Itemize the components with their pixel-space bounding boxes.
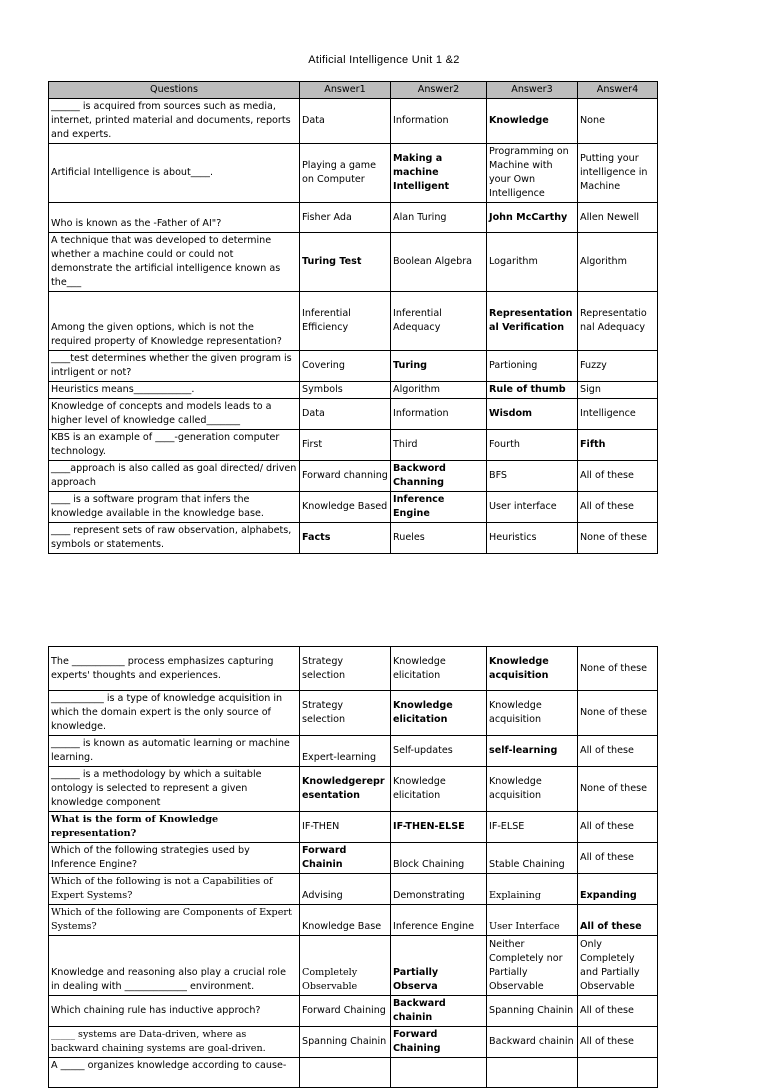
table-row	[49, 523, 658, 554]
answer-cell: All of these	[578, 1027, 658, 1058]
answer-cell: Demonstrating	[391, 874, 487, 905]
question-cell: KBS is an example of ____-generation computer technology.	[49, 430, 300, 461]
answer-cell: Partioning	[487, 351, 578, 382]
answer-cell: Information	[391, 399, 487, 430]
question-cell: _____ systems are Data-driven, where as backward chaining systems are goal-driven.	[49, 1027, 300, 1058]
question-cell: Who is known as the -Father of AI"?	[49, 203, 300, 233]
question-cell: Knowledge and reasoning also play a crucial role in dealing with _____________ environment.	[49, 936, 300, 996]
question-cell: ___________ is a type of knowledge acquisition in which the domain expert is the only source of knowledge.	[49, 691, 300, 736]
table-row	[49, 1058, 658, 1088]
answer-cell-correct: Forward Chaining	[391, 1027, 487, 1058]
table-row	[49, 1027, 658, 1058]
answer-cell: All of these	[578, 461, 658, 492]
answer-cell: Representatio nal Adequacy	[578, 292, 658, 351]
answer-cell: Boolean Algebra	[391, 233, 487, 292]
answer-cell: Knowledge Based	[300, 492, 391, 523]
table-row	[49, 996, 658, 1027]
answer-cell: Playing a game on Computer	[300, 144, 391, 203]
header-answer3: Answer3	[487, 82, 578, 99]
answer-cell: Sign	[578, 382, 658, 399]
table-row	[49, 647, 658, 691]
answer-cell: None of these	[578, 647, 658, 691]
table-row	[49, 382, 658, 399]
table-row	[49, 399, 658, 430]
answer-cell: Information	[391, 99, 487, 144]
quiz-table-1	[48, 81, 658, 554]
question-cell: Knowledge of concepts and models leads to a higher level of knowledge called_______	[49, 399, 300, 430]
answer-cell: User interface	[487, 492, 578, 523]
answer-cell	[391, 1058, 487, 1088]
table-row	[49, 461, 658, 492]
question-cell: A _____ organizes knowledge according to cause-	[49, 1058, 300, 1088]
answer-cell-correct: Backword Channing	[391, 461, 487, 492]
answer-cell: BFS	[487, 461, 578, 492]
table-row	[49, 233, 658, 292]
table-row	[49, 905, 658, 936]
answer-cell: All of these	[578, 996, 658, 1027]
answer-cell: Self-updates	[391, 736, 487, 767]
answer-cell-correct: Backward chainin	[391, 996, 487, 1027]
answer-cell-correct: self-learning	[487, 736, 578, 767]
answer-cell-correct: All of these	[578, 905, 658, 936]
answer-cell: Spanning Chainin	[487, 996, 578, 1027]
answer-cell-correct: Knowledge acquisition	[487, 647, 578, 691]
question-cell: ______ is acquired from sources such as media, internet, printed material and documents, reports and experts.	[49, 99, 300, 144]
answer-cell: First	[300, 430, 391, 461]
answer-cell: All of these	[578, 812, 658, 843]
answer-cell-correct: Wisdom	[487, 399, 578, 430]
answer-cell: Heuristics	[487, 523, 578, 554]
answer-cell: Knowledge Base	[300, 905, 391, 936]
answer-cell: Symbols	[300, 382, 391, 399]
answer-cell: None of these	[578, 691, 658, 736]
question-cell: Artificial Intelligence is about____.	[49, 144, 300, 203]
question-cell: ____ is a software program that infers the knowledge available in the knowledge base.	[49, 492, 300, 523]
answer-cell	[578, 1058, 658, 1088]
answer-cell: Putting your intelligence in Machine	[578, 144, 658, 203]
question-cell: ______ is known as automatic learning or machine learning.	[49, 736, 300, 767]
answer-cell-correct: Turing	[391, 351, 487, 382]
table-row	[49, 351, 658, 382]
answer-cell: Data	[300, 399, 391, 430]
table-row	[49, 691, 658, 736]
question-cell: ____approach is also called as goal directed/ driven approach	[49, 461, 300, 492]
question-cell: Among the given options, which is not the required property of Knowledge representation?	[49, 292, 300, 351]
table-row	[49, 843, 658, 874]
answer-cell-correct: John McCarthy	[487, 203, 578, 233]
answer-cell: Third	[391, 430, 487, 461]
answer-cell: Backward chainin	[487, 1027, 578, 1058]
answer-cell-correct: Inference Engine	[391, 492, 487, 523]
answer-cell: Knowledge elicitation	[391, 767, 487, 812]
answer-cell: None	[578, 99, 658, 144]
answer-cell: Inferential Efficiency	[300, 292, 391, 351]
answer-cell-correct: Rule of thumb	[487, 382, 578, 399]
answer-cell: Forward Chaining	[300, 996, 391, 1027]
question-cell: The ___________ process emphasizes capturing experts' thoughts and experiences.	[49, 647, 300, 691]
answer-cell: Strategy selection	[300, 691, 391, 736]
table-row	[49, 292, 658, 351]
table-row	[49, 812, 658, 843]
header-questions: Questions	[49, 82, 300, 99]
answer-cell: Fisher Ada	[300, 203, 391, 233]
answer-cell	[487, 1058, 578, 1088]
answer-cell-correct: Turing Test	[300, 233, 391, 292]
answer-cell: Advising	[300, 874, 391, 905]
question-cell: What is the form of Knowledge representation?	[49, 812, 300, 843]
question-cell: ______ is a methodology by which a suitable ontology is selected to represent a given knowledge component	[49, 767, 300, 812]
answer-cell-correct: Knowledgerepr esentation	[300, 767, 391, 812]
answer-cell-correct: Making a machine Intelligent	[391, 144, 487, 203]
answer-cell: IF-ELSE	[487, 812, 578, 843]
answer-cell: Only Completely and Partially Observable	[578, 936, 658, 996]
answer-cell: Algorithm	[578, 233, 658, 292]
question-cell: ____ represent sets of raw observation, alphabets, symbols or statements.	[49, 523, 300, 554]
question-cell: Which of the following strategies used by Inference Engine?	[49, 843, 300, 874]
question-cell: Which of the following is not a Capabilities of Expert Systems?	[49, 874, 300, 905]
answer-cell: Inference Engine	[391, 905, 487, 936]
answer-cell: Spanning Chainin	[300, 1027, 391, 1058]
answer-cell: Explaining	[487, 874, 578, 905]
answer-cell: All of these	[578, 492, 658, 523]
answer-cell-correct: Forward Chainin	[300, 843, 391, 874]
answer-cell: Intelligence	[578, 399, 658, 430]
answer-cell	[300, 1058, 391, 1088]
quiz-table-2	[48, 646, 658, 1088]
answer-cell: None of these	[578, 767, 658, 812]
answer-cell: Completely Observable	[300, 936, 391, 996]
answer-cell: Knowledge acquisition	[487, 767, 578, 812]
question-cell: Heuristics means____________.	[49, 382, 300, 399]
answer-cell: Fourth	[487, 430, 578, 461]
answer-cell: All of these	[578, 843, 658, 874]
answer-cell: Fuzzy	[578, 351, 658, 382]
answer-cell: User Interface	[487, 905, 578, 936]
question-cell: A technique that was developed to determine whether a machine could or could not demonstrate the artificial intelligence known as the___	[49, 233, 300, 292]
answer-cell-correct: Representation al Verification	[487, 292, 578, 351]
answer-cell-correct: Knowledge	[487, 99, 578, 144]
answer-cell: Alan Turing	[391, 203, 487, 233]
question-cell: ____test determines whether the given program is intrligent or not?	[49, 351, 300, 382]
header-answer4: Answer4	[578, 82, 658, 99]
answer-cell: Covering	[300, 351, 391, 382]
answer-cell-correct: Knowledge elicitation	[391, 691, 487, 736]
answer-cell: Rueles	[391, 523, 487, 554]
answer-cell: Data	[300, 99, 391, 144]
answer-cell: Neither Completely nor Partially Observable	[487, 936, 578, 996]
header-answer1: Answer1	[300, 82, 391, 99]
table-row	[49, 430, 658, 461]
answer-cell: Allen Newell	[578, 203, 658, 233]
page-title: Atificial Intelligence Unit 1 &2	[308, 54, 460, 66]
answer-cell-correct: Fifth	[578, 430, 658, 461]
answer-cell: Knowledge elicitation	[391, 647, 487, 691]
answer-cell: IF-THEN	[300, 812, 391, 843]
answer-cell-correct: Facts	[300, 523, 391, 554]
table-row	[49, 767, 658, 812]
answer-cell: Forward channing	[300, 461, 391, 492]
answer-cell: Programming on Machine with your Own Intelligence	[487, 144, 578, 203]
answer-cell: Knowledge acquisition	[487, 691, 578, 736]
table-row	[49, 492, 658, 523]
header-answer2: Answer2	[391, 82, 487, 99]
answer-cell-correct: Partially Observa	[391, 936, 487, 996]
answer-cell: Strategy selection	[300, 647, 391, 691]
question-cell: Which of the following are Components of Expert Systems?	[49, 905, 300, 936]
answer-cell: Algorithm	[391, 382, 487, 399]
table-row	[49, 144, 658, 203]
answer-cell-correct: IF-THEN-ELSE	[391, 812, 487, 843]
answer-cell-correct: Expanding	[578, 874, 658, 905]
answer-cell: Inferential Adequacy	[391, 292, 487, 351]
answer-cell: Expert-learning	[300, 736, 391, 767]
table-row	[49, 203, 658, 233]
answer-cell: Stable Chaining	[487, 843, 578, 874]
answer-cell: All of these	[578, 736, 658, 767]
table-row	[49, 736, 658, 767]
table-row	[49, 874, 658, 905]
answer-cell: None of these	[578, 523, 658, 554]
answer-cell: Logarithm	[487, 233, 578, 292]
table-row	[49, 936, 658, 996]
question-cell: Which chaining rule has inductive approch?	[49, 996, 300, 1027]
answer-cell: Block Chaining	[391, 843, 487, 874]
table-row	[49, 99, 658, 144]
